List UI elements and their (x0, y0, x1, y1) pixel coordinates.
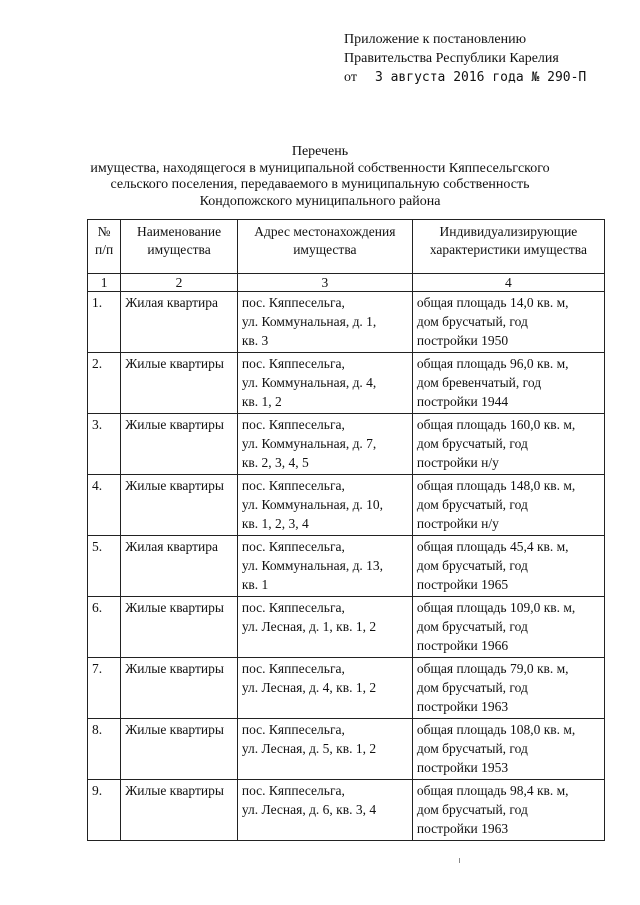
title-line1: Перечень (291, 144, 349, 159)
characteristics-line: дом брусчатый, год (416, 741, 528, 756)
header-cell-characteristics: Индивидуализирующие характеристики имущества (412, 220, 604, 274)
characteristics-line: общая площадь 108,0 кв. м, (416, 722, 576, 737)
table-row (88, 292, 605, 353)
appendix-date-line (344, 68, 586, 87)
property-table (87, 219, 605, 841)
characteristics-line: постройки 1950 (416, 333, 509, 348)
row-number: 1. (88, 292, 121, 353)
property-address (237, 475, 412, 536)
characteristics-line: дом брусчатый, год (416, 680, 528, 695)
address-line: ул. Коммунальная, д. 4, (241, 375, 377, 390)
property-address (237, 414, 412, 475)
property-name: Жилые квартиры (121, 658, 238, 719)
property-characteristics (412, 414, 604, 475)
title-line4: Кондопожского муниципального района (199, 193, 441, 209)
address-line: пос. Кяппесельга, (241, 417, 345, 432)
characteristics-line: постройки н/у (416, 455, 499, 470)
scan-mark (459, 858, 460, 863)
property-characteristics (412, 658, 604, 719)
address-line: кв. 1 (241, 577, 269, 592)
characteristics-line: дом бревенчатый, год (416, 375, 542, 390)
address-line: кв. 1, 2, 3, 4 (241, 516, 309, 531)
property-address (237, 353, 412, 414)
property-address (237, 658, 412, 719)
address-line: ул. Коммунальная, д. 10, (241, 497, 384, 512)
characteristics-line: постройки 1944 (416, 394, 509, 409)
property-name: Жилые квартиры (121, 780, 238, 841)
row-number: 9. (88, 780, 121, 841)
date-prefix: от (344, 70, 357, 85)
address-line: пос. Кяппесельга, (241, 539, 345, 554)
characteristics-line: дом брусчатый, год (416, 497, 528, 512)
characteristics-line: дом брусчатый, год (416, 314, 528, 329)
address-line: пос. Кяппесельга, (241, 661, 345, 676)
table-row (88, 353, 605, 414)
characteristics-line: общая площадь 109,0 кв. м, (416, 600, 576, 615)
property-characteristics (412, 536, 604, 597)
appendix-header-line2: Правительства Республики Карелия (344, 51, 559, 66)
address-line: ул. Коммунальная, д. 7, (241, 436, 377, 451)
appendix-header-line1: Приложение к постановлению (344, 32, 527, 47)
characteristics-line: общая площадь 98,4 кв. м, (416, 783, 569, 798)
table-row (88, 719, 605, 780)
characteristics-line: общая площадь 14,0 кв. м, (416, 295, 569, 310)
table-row (88, 475, 605, 536)
property-address (237, 597, 412, 658)
characteristics-line: общая площадь 45,4 кв. м, (416, 539, 569, 554)
property-name: Жилые квартиры (121, 353, 238, 414)
row-number: 3. (88, 414, 121, 475)
address-line: кв. 1, 2 (241, 394, 282, 409)
characteristics-line: общая площадь 79,0 кв. м, (416, 661, 569, 676)
characteristics-line: дом брусчатый, год (416, 558, 528, 573)
characteristics-line: постройки 1963 (416, 821, 509, 836)
property-address (237, 536, 412, 597)
property-characteristics (412, 292, 604, 353)
property-address (237, 719, 412, 780)
address-line: пос. Кяппесельга, (241, 356, 345, 371)
header-cell-address: Адрес местонахождения имущества (237, 220, 412, 274)
table-row (88, 780, 605, 841)
row-number: 8. (88, 719, 121, 780)
appendix-header (344, 30, 586, 87)
property-characteristics (412, 597, 604, 658)
table-row (88, 536, 605, 597)
document-title (60, 144, 580, 210)
property-characteristics (412, 353, 604, 414)
row-number: 2. (88, 353, 121, 414)
characteristics-line: постройки 1963 (416, 699, 509, 714)
address-line: кв. 3 (241, 333, 269, 348)
address-line: пос. Кяппесельга, (241, 295, 345, 310)
property-name: Жилые квартиры (121, 475, 238, 536)
row-number: 5. (88, 536, 121, 597)
address-line: пос. Кяппесельга, (241, 478, 345, 493)
row-number: 4. (88, 475, 121, 536)
characteristics-line: постройки н/у (416, 516, 499, 531)
characteristics-line: постройки 1966 (416, 638, 509, 653)
header-cell-name: Наименование имущества (121, 220, 238, 274)
address-line: ул. Лесная, д. 6, кв. 3, 4 (241, 802, 377, 817)
property-address (237, 780, 412, 841)
property-name: Жилые квартиры (121, 597, 238, 658)
address-line: ул. Коммунальная, д. 13, (241, 558, 384, 573)
address-line: пос. Кяппесельга, (241, 722, 345, 737)
address-line: пос. Кяппесельга, (241, 783, 345, 798)
address-line: ул. Коммунальная, д. 1, (241, 314, 377, 329)
property-address (237, 292, 412, 353)
date-stamp: 3 августа 2016 года № 290-П (374, 70, 587, 85)
row-number: 7. (88, 658, 121, 719)
column-number: 4 (412, 274, 604, 292)
property-characteristics (412, 475, 604, 536)
title-line2: имущества, находящегося в муниципальной собственности Кяппесельгского (90, 160, 550, 176)
characteristics-line: постройки 1965 (416, 577, 509, 592)
characteristics-line: дом брусчатый, год (416, 619, 528, 634)
property-characteristics (412, 780, 604, 841)
title-line3: сельского поселения, передаваемого в муниципальную собственность (110, 177, 530, 192)
characteristics-line: общая площадь 148,0 кв. м, (416, 478, 576, 493)
table-row (88, 414, 605, 475)
characteristics-line: постройки 1953 (416, 760, 509, 775)
property-name: Жилая квартира (121, 536, 238, 597)
address-line: пос. Кяппесельга, (241, 600, 345, 615)
table-row (88, 597, 605, 658)
property-name: Жилые квартиры (121, 719, 238, 780)
table-header-row (88, 220, 605, 274)
column-number: 3 (237, 274, 412, 292)
characteristics-line: общая площадь 160,0 кв. м, (416, 417, 576, 432)
row-number: 6. (88, 597, 121, 658)
column-number-row (88, 274, 605, 292)
address-line: ул. Лесная, д. 4, кв. 1, 2 (241, 680, 377, 695)
characteristics-line: дом брусчатый, год (416, 802, 528, 817)
column-number: 1 (88, 274, 121, 292)
table-row (88, 658, 605, 719)
characteristics-line: общая площадь 96,0 кв. м, (416, 356, 569, 371)
property-name: Жилые квартиры (121, 414, 238, 475)
address-line: ул. Лесная, д. 1, кв. 1, 2 (241, 619, 377, 634)
characteristics-line: дом брусчатый, год (416, 436, 528, 451)
property-characteristics (412, 719, 604, 780)
address-line: кв. 2, 3, 4, 5 (241, 455, 309, 470)
header-cell-number: № п/п (88, 220, 121, 274)
property-name: Жилая квартира (121, 292, 238, 353)
column-number: 2 (121, 274, 238, 292)
address-line: ул. Лесная, д. 5, кв. 1, 2 (241, 741, 377, 756)
